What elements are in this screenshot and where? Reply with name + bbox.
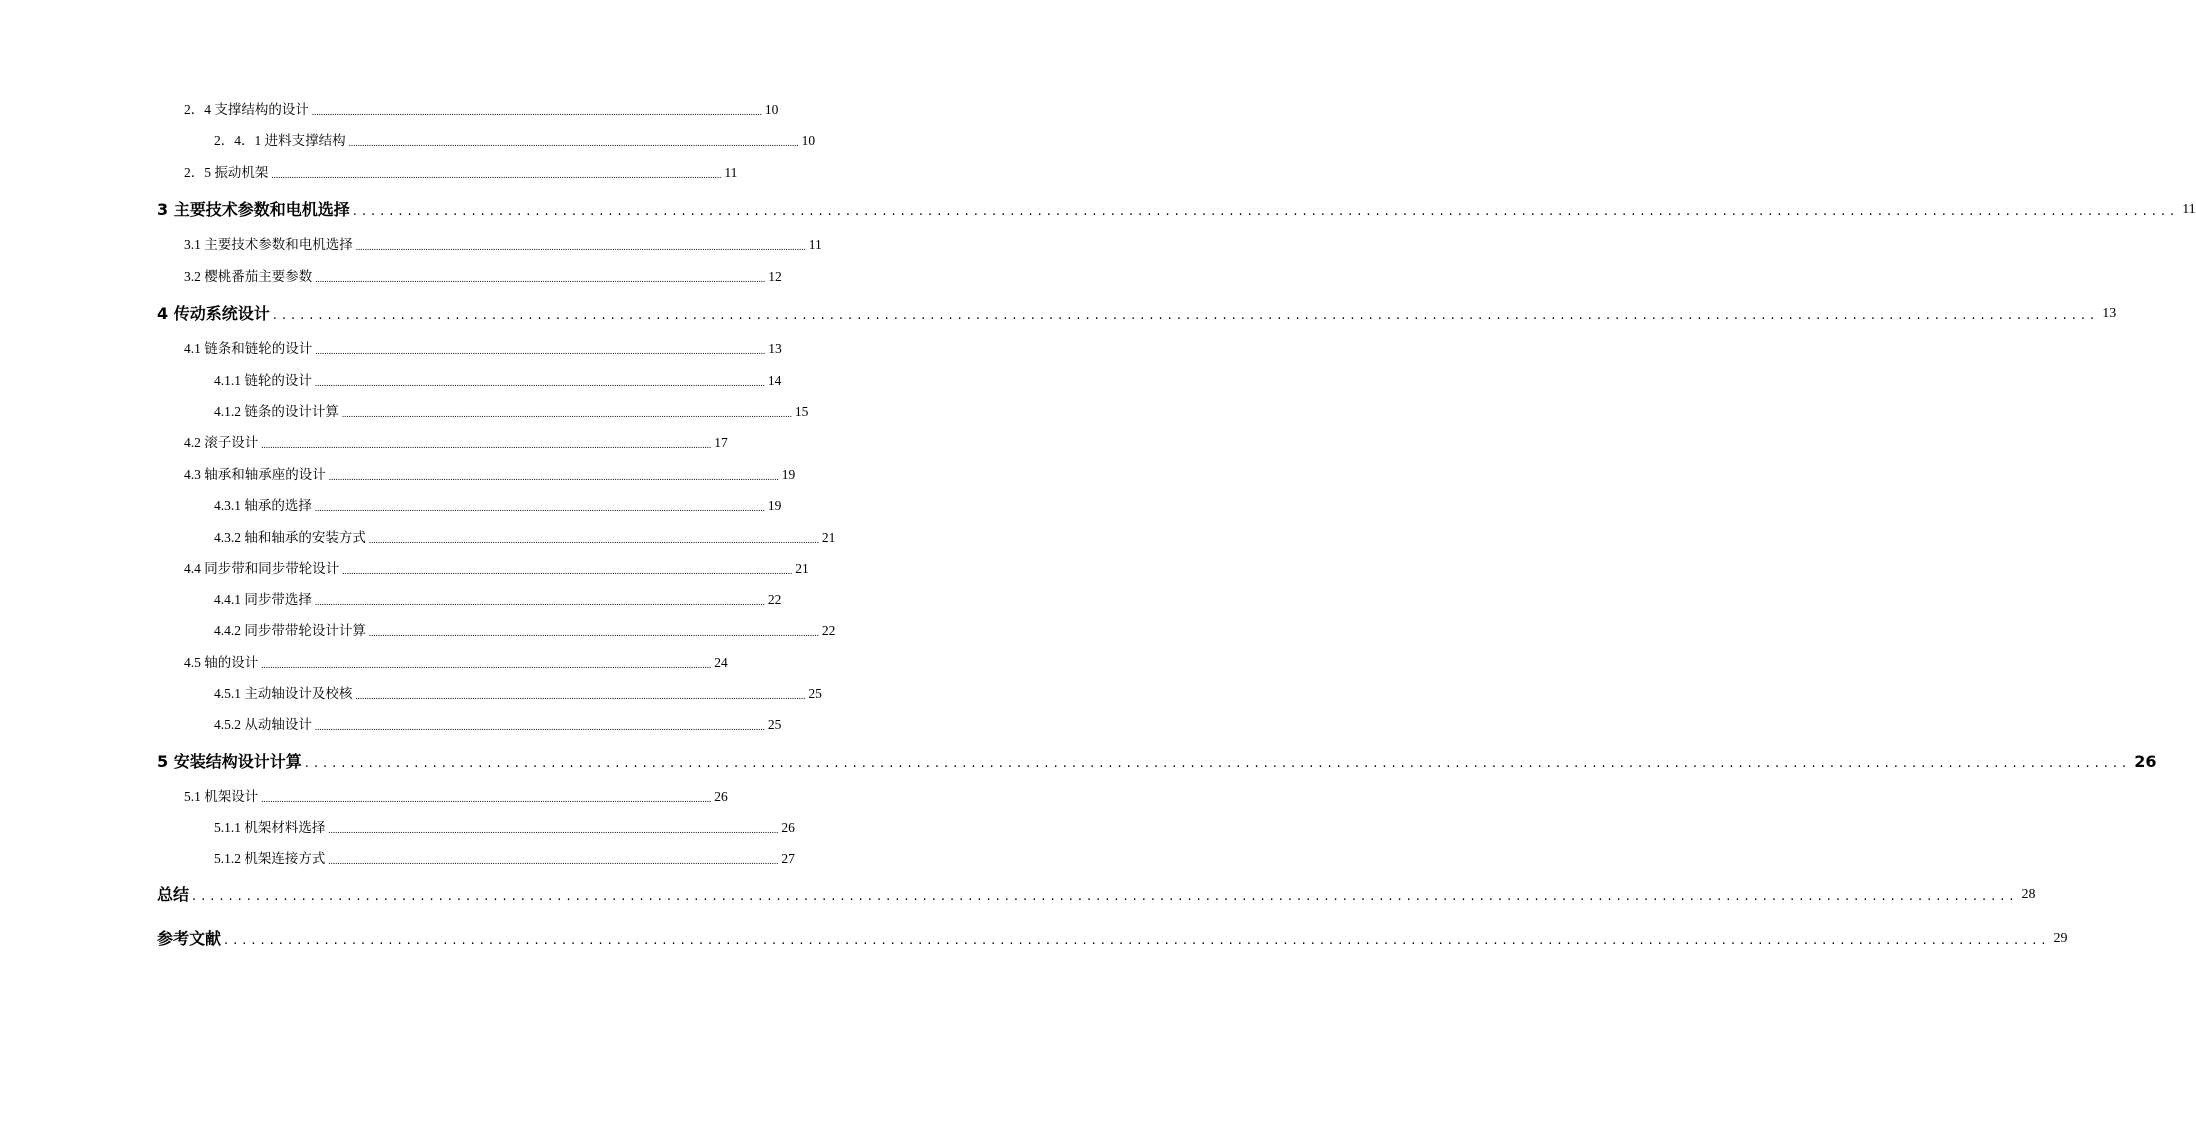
toc-entry-title: 3.1 主要技术参数和电机选择: [184, 237, 353, 252]
toc-entry-title: 4.5 轴的设计: [184, 655, 259, 670]
toc-chapter-entry[interactable]: [157, 199, 2196, 221]
toc-section-entry[interactable]: [184, 101, 779, 119]
toc-page-number: 25: [808, 686, 822, 701]
toc-page-number: 11: [2182, 202, 2196, 217]
toc-entry-title: 4.3.1 轴承的选择: [214, 498, 312, 513]
dot-leader: ........................................................................................................................................................................................................: [311, 107, 762, 117]
toc-page-number: 19: [767, 498, 782, 513]
dot-leader: ........................................................................................................................................................................................................: [271, 170, 722, 180]
dot-leader: ........................................................................................................................................................................................................: [261, 440, 712, 450]
toc-page-number: 12: [768, 269, 782, 284]
toc-section-entry[interactable]: [214, 622, 836, 640]
toc-entry-title: 3.2 樱桃番茄主要参数: [184, 269, 313, 284]
toc-page-number: 13: [2102, 306, 2117, 321]
dot-leader: ........................................................................................................................................................................................................: [261, 660, 712, 670]
toc-section-entry[interactable]: [184, 788, 728, 806]
toc-entry-title: 4.4.1 同步带选择: [214, 592, 312, 607]
toc-entry-title: 参考文献: [157, 929, 222, 948]
dot-leader: ........................................................................................................................................................................................................: [192, 889, 2019, 904]
toc-section-entry[interactable]: [214, 819, 795, 837]
toc-entry-title: 5.1.1 机架材料选择: [214, 820, 326, 835]
toc-entry-title: 2．5 振动机架: [184, 165, 269, 180]
toc-entry-title: 4.2 滚子设计: [184, 435, 259, 450]
toc-entry-title: 5.1.2 机架连接方式: [214, 851, 326, 866]
toc-page-number: 17: [714, 435, 728, 450]
toc-section-entry[interactable]: [214, 850, 795, 868]
toc-page-number: 29: [2053, 931, 2068, 946]
toc-entry-title: 4.5.1 主动轴设计及校核: [214, 686, 353, 701]
toc-page-number: 19: [781, 467, 796, 482]
dot-leader: ........................................................................................................................................................................................................: [368, 628, 819, 638]
dot-leader: ........................................................................................................................................................................................................: [328, 856, 779, 866]
toc-section-entry[interactable]: [184, 268, 782, 286]
toc-entry-title: 4.1.2 链条的设计计算: [214, 404, 339, 419]
toc-page-number: 13: [768, 341, 782, 356]
toc-entry-title: 2．4．1 进料支撑结构: [214, 133, 346, 148]
dot-leader: ........................................................................................................................................................................................................: [315, 346, 766, 356]
toc-section-entry[interactable]: [214, 497, 782, 515]
toc-page-number: 24: [714, 655, 728, 670]
toc-entry-title: 4.1.1 链轮的设计: [214, 373, 312, 388]
toc-section-entry[interactable]: [184, 340, 782, 358]
dot-leader: ........................................................................................................................................................................................................: [355, 691, 806, 701]
toc-entry-title: 4.3.2 轴和轴承的安装方式: [214, 530, 366, 545]
toc-section-entry[interactable]: [184, 654, 728, 672]
toc-section-entry[interactable]: [184, 466, 796, 484]
toc-page-number: 15: [794, 404, 809, 419]
dot-leader: ........................................................................................................................................................................................................: [355, 242, 806, 252]
toc-section-entry[interactable]: [214, 403, 809, 421]
toc-entry-title: 4.4 同步带和同步带轮设计: [184, 561, 340, 576]
toc-chapter-entry[interactable]: [157, 751, 2157, 773]
toc-entry-title: 5.1 机架设计: [184, 789, 259, 804]
dot-leader: ........................................................................................................................................................................................................: [348, 138, 799, 148]
toc-entry-title: 2．4 支撑结构的设计: [184, 102, 309, 117]
dot-leader: ........................................................................................................................................................................................................: [224, 933, 2051, 948]
toc-page-number: 27: [781, 851, 795, 866]
dot-leader: ........................................................................................................................................................................................................: [314, 503, 765, 513]
toc-section-entry[interactable]: [214, 685, 822, 703]
toc-page-number: 10: [801, 133, 816, 148]
toc-page-number: 26: [2134, 752, 2157, 771]
toc-entry-title: 3 主要技术参数和电机选择: [157, 200, 350, 219]
toc-page-number: 28: [2021, 887, 2036, 902]
toc-section-entry[interactable]: [184, 164, 738, 182]
toc-section-entry[interactable]: [214, 132, 816, 150]
dot-leader: ........................................................................................................................................................................................................: [368, 535, 819, 545]
dot-leader: ........................................................................................................................................................................................................: [304, 756, 2132, 771]
toc-entry-title: 总结: [157, 885, 190, 904]
toc-page-number: 10: [764, 102, 779, 117]
toc-entry-title: 4 传动系统设计: [157, 304, 270, 323]
toc-section-entry[interactable]: [214, 591, 782, 609]
toc-section-entry[interactable]: [214, 529, 836, 547]
dot-leader: ........................................................................................................................................................................................................: [314, 722, 765, 732]
toc-page-number: 11: [808, 237, 822, 252]
dot-leader: ........................................................................................................................................................................................................: [272, 308, 2100, 323]
toc-page-number: 22: [821, 623, 836, 638]
toc-section-entry[interactable]: [214, 716, 782, 734]
toc-section-entry[interactable]: [184, 434, 728, 452]
dot-leader: ........................................................................................................................................................................................................: [314, 378, 765, 388]
toc-chapter-entry[interactable]: [157, 303, 2117, 325]
toc-entry-title: 4.3 轴承和轴承座的设计: [184, 467, 326, 482]
toc-page-number: 14: [767, 373, 782, 388]
toc-section-entry[interactable]: [184, 236, 822, 254]
toc-page-number: 11: [724, 165, 738, 180]
toc-page-number: 21: [795, 561, 809, 576]
toc-entry-title: 4.5.2 从动轴设计: [214, 717, 312, 732]
toc-entry-title: 4.4.2 同步带带轮设计计算: [214, 623, 366, 638]
dot-leader: ........................................................................................................................................................................................................: [328, 472, 779, 482]
toc-section-entry[interactable]: [184, 560, 809, 578]
toc-chapter-entry[interactable]: [157, 884, 2036, 906]
dot-leader: ........................................................................................................................................................................................................: [342, 566, 793, 576]
dot-leader: ........................................................................................................................................................................................................: [314, 597, 765, 607]
toc-entry-title: 4.1 链条和链轮的设计: [184, 341, 313, 356]
toc-page-number: 26: [714, 789, 728, 804]
toc-page-number: 21: [821, 530, 836, 545]
dot-leader: ........................................................................................................................................................................................................: [315, 274, 766, 284]
toc-page-number: 22: [767, 592, 782, 607]
toc-entry-title: 5 安装结构设计计算: [157, 752, 302, 771]
dot-leader: ........................................................................................................................................................................................................: [328, 825, 779, 835]
toc-page-number: 26: [781, 820, 795, 835]
toc-page-number: 25: [767, 717, 782, 732]
toc-chapter-entry[interactable]: [157, 928, 2068, 950]
dot-leader: ........................................................................................................................................................................................................: [352, 204, 2180, 219]
dot-leader: ........................................................................................................................................................................................................: [261, 794, 712, 804]
dot-leader: ........................................................................................................................................................................................................: [341, 409, 792, 419]
toc-section-entry[interactable]: [214, 372, 782, 390]
